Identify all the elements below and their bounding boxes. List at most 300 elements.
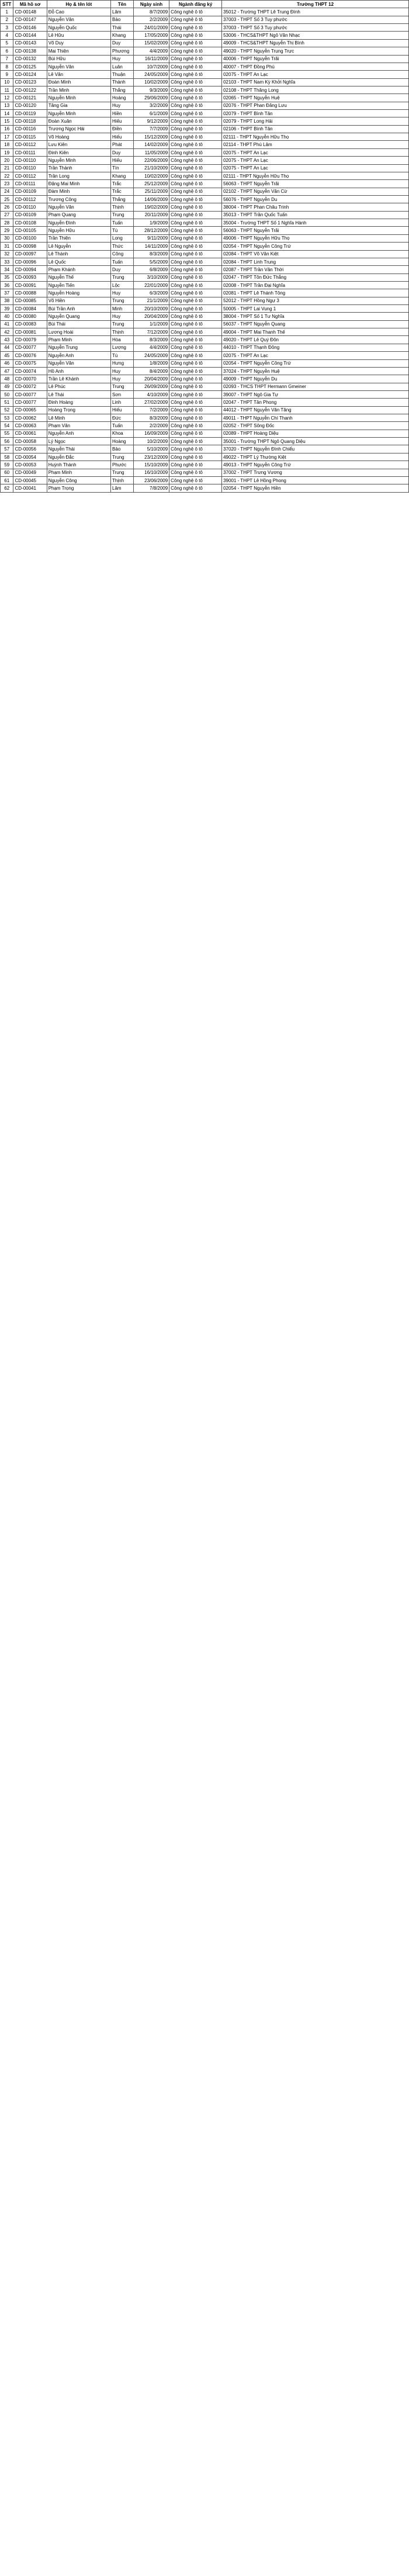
cell-surname: Nguyễn Thái	[47, 445, 110, 453]
cell-high-school: 02075 - THPT An Lạc	[222, 157, 409, 164]
cell-surname: Lê Hữu	[47, 32, 110, 39]
cell-high-school: 02008 - THPT Trần Đại Nghĩa	[222, 281, 409, 289]
cell-surname: Đàm Minh	[47, 188, 110, 195]
cell-surname: Bùi Hữu	[47, 55, 110, 63]
cell-major: Công nghệ ô tô	[169, 24, 222, 32]
cell-birth-date: 7/8/2009	[133, 484, 169, 492]
cell-surname: Nguyễn Quốc	[47, 24, 110, 32]
cell-application-code: CD-00123	[13, 78, 47, 86]
cell-major: Công nghệ ô tô	[169, 359, 222, 367]
cell-major: Công nghệ ô tô	[169, 445, 222, 453]
cell-application-code: CD-00143	[13, 39, 47, 47]
cell-high-school: 37003 - THPT Số 3 Tuy phước	[222, 16, 409, 23]
cell-major: Công nghệ ô tô	[169, 344, 222, 351]
cell-given-name: Luân	[111, 63, 134, 70]
cell-given-name: Huy	[111, 375, 134, 383]
cell-birth-date: 10/2/2009	[133, 438, 169, 445]
table-row	[1, 180, 409, 188]
cell-given-name: Trung	[111, 383, 134, 390]
table-row	[1, 234, 409, 242]
cell-stt: 23	[1, 180, 13, 188]
cell-stt: 31	[1, 243, 13, 250]
cell-surname: Đoàn Minh	[47, 78, 110, 86]
cell-stt: 22	[1, 172, 13, 179]
cell-stt: 42	[1, 328, 13, 336]
cell-surname: Huỳnh Thành	[47, 461, 110, 469]
cell-application-code: CD-00105	[13, 227, 47, 234]
cell-high-school: 37020 - THPT Nguyễn Đình Chiểu	[222, 445, 409, 453]
cell-birth-date: 25/11/2009	[133, 188, 169, 195]
cell-birth-date: 21/1/2009	[133, 297, 169, 304]
cell-major: Công nghệ ô tô	[169, 110, 222, 117]
cell-application-code: CD-00120	[13, 102, 47, 109]
cell-high-school: 49006 - THPT Nguyễn Hữu Thọ	[222, 234, 409, 242]
cell-given-name: Huy	[111, 367, 134, 375]
cell-given-name: Lâm	[111, 484, 134, 492]
cell-major: Công nghệ ô tô	[169, 141, 222, 148]
cell-birth-date: 29/06/2009	[133, 94, 169, 102]
cell-stt: 50	[1, 390, 13, 398]
cell-surname: Nguyễn Quang	[47, 313, 110, 320]
cell-given-name: Phương	[111, 47, 134, 55]
table-row	[1, 32, 409, 39]
table-row	[1, 406, 409, 414]
cell-birth-date: 15/10/2009	[133, 461, 169, 469]
cell-given-name: Thịnh	[111, 476, 134, 484]
cell-birth-date: 26/09/2009	[133, 383, 169, 390]
cell-application-code: CD-00109	[13, 188, 47, 195]
cell-stt: 47	[1, 367, 13, 375]
table-row	[1, 55, 409, 63]
cell-given-name: Hiếu	[111, 406, 134, 414]
cell-given-name: Khoa	[111, 430, 134, 437]
cell-surname: Lê Văn	[47, 71, 110, 78]
cell-major: Công nghệ ô tô	[169, 422, 222, 430]
cell-major: Công nghệ ô tô	[169, 86, 222, 94]
table-row	[1, 24, 409, 32]
cell-birth-date: 23/06/2009	[133, 476, 169, 484]
cell-birth-date: 24/01/2009	[133, 24, 169, 32]
cell-surname: Nguyễn Minh	[47, 157, 110, 164]
cell-application-code: CD-00115	[13, 133, 47, 141]
cell-high-school: 02047 - THPT Tôn Đức Thắng	[222, 273, 409, 281]
cell-stt: 21	[1, 164, 13, 172]
cell-application-code: CD-00054	[13, 453, 47, 461]
cell-surname: Đỗ Cao	[47, 8, 110, 16]
cell-major: Công nghệ ô tô	[169, 250, 222, 258]
cell-application-code: CD-00147	[13, 16, 47, 23]
cell-application-code: CD-00097	[13, 250, 47, 258]
cell-birth-date: 1/9/2009	[133, 219, 169, 227]
cell-surname: Lương Hoài	[47, 328, 110, 336]
cell-given-name: Lượng	[111, 344, 134, 351]
cell-major: Công nghệ ô tô	[169, 476, 222, 484]
cell-high-school: 02079 - THPT Bình Tân	[222, 110, 409, 117]
cell-major: Công nghệ ô tô	[169, 180, 222, 188]
cell-surname: Phạm Minh	[47, 469, 110, 476]
cell-surname: Lê Thành	[47, 250, 110, 258]
cell-birth-date: 4/10/2009	[133, 390, 169, 398]
cell-given-name: Thuận	[111, 71, 134, 78]
cell-major: Công nghệ ô tô	[169, 203, 222, 211]
cell-given-name: Hòa	[111, 336, 134, 344]
cell-application-code: CD-00110	[13, 164, 47, 172]
table-row	[1, 203, 409, 211]
cell-birth-date: 15/02/2009	[133, 39, 169, 47]
cell-birth-date: 4/4/2009	[133, 344, 169, 351]
table-row	[1, 399, 409, 406]
cell-major: Công nghệ ô tô	[169, 71, 222, 78]
cell-application-code: CD-00061	[13, 430, 47, 437]
cell-birth-date: 20/04/2009	[133, 375, 169, 383]
cell-stt: 46	[1, 359, 13, 367]
cell-application-code: CD-00058	[13, 438, 47, 445]
cell-stt: 4	[1, 32, 13, 39]
cell-birth-date: 15/12/2009	[133, 133, 169, 141]
cell-given-name: Thức	[111, 243, 134, 250]
cell-high-school: 35012 - Trường THPT Lê Trung Đình	[222, 8, 409, 16]
cell-surname: Võ Hiền	[47, 297, 110, 304]
cell-high-school: 49020 - THPT Lê Quý Đôn	[222, 336, 409, 344]
cell-high-school: 39007 - THPT Ngô Gia Tự	[222, 390, 409, 398]
cell-given-name: Khang	[111, 32, 134, 39]
table-row	[1, 94, 409, 102]
cell-given-name: Lộc	[111, 281, 134, 289]
cell-application-code: CD-00045	[13, 476, 47, 484]
cell-given-name: Khang	[111, 172, 134, 179]
cell-given-name: Huy	[111, 289, 134, 297]
cell-application-code: CD-00111	[13, 148, 47, 156]
cell-stt: 19	[1, 148, 13, 156]
cell-stt: 49	[1, 383, 13, 390]
cell-birth-date: 5/5/2009	[133, 258, 169, 265]
cell-surname: Mai Thiện	[47, 47, 110, 55]
cell-given-name: Huy	[111, 313, 134, 320]
cell-high-school: 02075 - THPT An Lạc	[222, 148, 409, 156]
cell-birth-date: 8/3/2009	[133, 250, 169, 258]
cell-surname: Lê Quốc	[47, 258, 110, 265]
cell-birth-date: 5/10/2009	[133, 445, 169, 453]
cell-birth-date: 1/1/2009	[133, 320, 169, 328]
cell-application-code: CD-00098	[13, 243, 47, 250]
table-row	[1, 227, 409, 234]
table-row	[1, 375, 409, 383]
cell-major: Công nghệ ô tô	[169, 305, 222, 313]
table-row	[1, 148, 409, 156]
cell-high-school: 56063 - THPT Nguyễn Trãi	[222, 227, 409, 234]
cell-application-code: CD-00080	[13, 313, 47, 320]
cell-high-school: 02054 - THPT Nguyễn Công Trứ	[222, 243, 409, 250]
cell-high-school: 49004 - THPT Mai Thanh Thế	[222, 328, 409, 336]
cell-surname: Nguyễn Anh	[47, 352, 110, 359]
cell-birth-date: 19/02/2009	[133, 203, 169, 211]
cell-given-name: Hiếu	[111, 117, 134, 125]
cell-given-name: Duy	[111, 266, 134, 273]
cell-major: Công nghệ ô tô	[169, 484, 222, 492]
cell-given-name: Tuấn	[111, 258, 134, 265]
cell-stt: 33	[1, 258, 13, 265]
table-row	[1, 273, 409, 281]
cell-given-name: Hiếu	[111, 157, 134, 164]
cell-stt: 13	[1, 102, 13, 109]
cell-surname: Hồ Anh	[47, 367, 110, 375]
cell-birth-date: 3/2/2009	[133, 102, 169, 109]
table-row	[1, 258, 409, 265]
cell-application-code: CD-00065	[13, 406, 47, 414]
cell-surname: Lưu Kiên	[47, 141, 110, 148]
cell-surname: Nguyễn Hữu	[47, 227, 110, 234]
cell-major: Công nghệ ô tô	[169, 453, 222, 461]
cell-surname: Đinh Hoàng	[47, 399, 110, 406]
cell-high-school: 02054 - THPT Nguyễn Công Trứ	[222, 359, 409, 367]
cell-birth-date: 17/05/2009	[133, 32, 169, 39]
cell-application-code: CD-00108	[13, 219, 47, 227]
table-row	[1, 414, 409, 422]
table-row	[1, 305, 409, 313]
cell-stt: 56	[1, 438, 13, 445]
cell-given-name: Hoàng	[111, 438, 134, 445]
cell-application-code: CD-00053	[13, 461, 47, 469]
cell-high-school: 02084 - THPT Võ Văn Kiệt	[222, 250, 409, 258]
cell-application-code: CD-00075	[13, 359, 47, 367]
cell-application-code: CD-00077	[13, 399, 47, 406]
cell-birth-date: 9/12/2009	[133, 117, 169, 125]
cell-surname: Đinh Kiên	[47, 148, 110, 156]
cell-surname: Trần Thiện	[47, 234, 110, 242]
cell-given-name: Thịnh	[111, 328, 134, 336]
cell-birth-date: 20/11/2009	[133, 211, 169, 219]
cell-stt: 11	[1, 86, 13, 94]
cell-given-name: Phước	[111, 461, 134, 469]
cell-high-school: 49011 - THPT Nguyễn Chí Thanh	[222, 414, 409, 422]
cell-application-code: CD-00079	[13, 336, 47, 344]
cell-birth-date: 22/06/2009	[133, 157, 169, 164]
cell-application-code: CD-00148	[13, 8, 47, 16]
cell-given-name: Trung	[111, 469, 134, 476]
cell-major: Công nghệ ô tô	[169, 148, 222, 156]
cell-birth-date: 8/7/2009	[133, 8, 169, 16]
table-row	[1, 172, 409, 179]
table-row	[1, 141, 409, 148]
cell-birth-date: 23/12/2009	[133, 453, 169, 461]
cell-high-school: 40007 - THPT Đồng Phú	[222, 63, 409, 70]
table-row	[1, 476, 409, 484]
table-body	[1, 8, 409, 492]
cell-application-code: CD-00110	[13, 203, 47, 211]
cell-stt: 43	[1, 336, 13, 344]
cell-high-school: 02103 - THPT Nam Kỳ Khởi Nghĩa	[222, 78, 409, 86]
cell-surname: Nguyễn Văn	[47, 203, 110, 211]
cell-major: Công nghệ ô tô	[169, 273, 222, 281]
table-row	[1, 383, 409, 390]
cell-birth-date: 20/04/2009	[133, 313, 169, 320]
cell-given-name: Bảo	[111, 16, 134, 23]
cell-given-name: Trắc	[111, 180, 134, 188]
cell-application-code: CD-00070	[13, 375, 47, 383]
table-row	[1, 461, 409, 469]
cell-birth-date: 8/3/2009	[133, 414, 169, 422]
cell-high-school: 56063 - THPT Nguyễn Trãi	[222, 180, 409, 188]
cell-major: Công nghệ ô tô	[169, 281, 222, 289]
cell-major: Công nghệ ô tô	[169, 188, 222, 195]
cell-high-school: 02065 - THPT Nguyễn Huệ	[222, 94, 409, 102]
cell-stt: 48	[1, 375, 13, 383]
cell-stt: 61	[1, 476, 13, 484]
cell-given-name: Hưng	[111, 359, 134, 367]
cell-application-code: CD-00074	[13, 367, 47, 375]
cell-major: Công nghệ ô tô	[169, 367, 222, 375]
cell-application-code: CD-00062	[13, 414, 47, 422]
cell-birth-date: 22/01/2009	[133, 281, 169, 289]
cell-surname: Lý Ngọc	[47, 438, 110, 445]
table-row	[1, 157, 409, 164]
cell-application-code: CD-00049	[13, 469, 47, 476]
cell-high-school: 02087 - THPT Trần Văn Thời	[222, 266, 409, 273]
cell-high-school: 02081 - THPT Lê Thánh Tông	[222, 289, 409, 297]
cell-high-school: 02052 - THPT Sông Đốc	[222, 422, 409, 430]
cell-birth-date: 24/05/2009	[133, 71, 169, 78]
cell-application-code: CD-00110	[13, 157, 47, 164]
cell-surname: Nguyễn Văn	[47, 63, 110, 70]
cell-given-name: Tín	[111, 164, 134, 172]
cell-stt: 8	[1, 63, 13, 70]
cell-given-name: Duy	[111, 148, 134, 156]
cell-high-school: 02054 - THPT Nguyễn Hiền	[222, 484, 409, 492]
cell-major: Công nghệ ô tô	[169, 211, 222, 219]
table-row	[1, 484, 409, 492]
cell-birth-date: 4/4/2009	[133, 47, 169, 55]
table-row	[1, 110, 409, 117]
cell-given-name: Linh	[111, 399, 134, 406]
table-row	[1, 289, 409, 297]
table-row	[1, 336, 409, 344]
cell-high-school: 52012 - THPT Hồng Ngự 3	[222, 297, 409, 304]
cell-given-name: Hiếu	[111, 133, 134, 141]
table-row	[1, 78, 409, 86]
cell-stt: 35	[1, 273, 13, 281]
cell-birth-date: 7/12/2009	[133, 328, 169, 336]
cell-surname: Nguyễn Đình	[47, 219, 110, 227]
cell-high-school: 02075 - THPT An Lạc	[222, 164, 409, 172]
cell-given-name: Điền	[111, 125, 134, 133]
header-given-name: Tên	[111, 1, 134, 8]
cell-surname: Bùi Trần Anh	[47, 305, 110, 313]
cell-given-name: Long	[111, 234, 134, 242]
cell-birth-date: 6/1/2009	[133, 110, 169, 117]
table-row	[1, 297, 409, 304]
table-row	[1, 367, 409, 375]
table-row	[1, 195, 409, 203]
cell-birth-date: 10/02/2009	[133, 78, 169, 86]
cell-birth-date: 25/12/2009	[133, 180, 169, 188]
cell-major: Công nghệ ô tô	[169, 219, 222, 227]
cell-high-school: 35001 - Trường THPT Ngô Quang Diệu	[222, 438, 409, 445]
cell-surname: Nguyễn Thế	[47, 273, 110, 281]
cell-stt: 53	[1, 414, 13, 422]
cell-given-name: Thành	[111, 78, 134, 86]
cell-major: Công nghệ ô tô	[169, 47, 222, 55]
cell-surname: Nguyễn Anh	[47, 430, 110, 437]
cell-given-name: Duy	[111, 39, 134, 47]
cell-application-code: CD-00122	[13, 86, 47, 94]
registration-table	[0, 0, 409, 493]
cell-stt: 34	[1, 266, 13, 273]
cell-birth-date: 6/8/2009	[133, 266, 169, 273]
cell-major: Công nghệ ô tô	[169, 157, 222, 164]
cell-birth-date: 16/09/2009	[133, 430, 169, 437]
table-row	[1, 352, 409, 359]
cell-major: Công nghệ ô tô	[169, 133, 222, 141]
table-row	[1, 344, 409, 351]
cell-application-code: CD-00132	[13, 55, 47, 63]
cell-high-school: 56076 - THPT Nguyễn Du	[222, 195, 409, 203]
table-row	[1, 188, 409, 195]
cell-birth-date: 8/3/2009	[133, 336, 169, 344]
cell-application-code: CD-00144	[13, 32, 47, 39]
cell-stt: 28	[1, 219, 13, 227]
cell-high-school: 38004 - THPT Phan Châu Trinh	[222, 203, 409, 211]
cell-stt: 30	[1, 234, 13, 242]
cell-surname: Bùi Thái	[47, 320, 110, 328]
cell-major: Công nghệ ô tô	[169, 16, 222, 23]
cell-high-school: 56037 - THPT Nguyễn Quang	[222, 320, 409, 328]
cell-surname: Võ Duy	[47, 39, 110, 47]
cell-birth-date: 9/3/2009	[133, 86, 169, 94]
cell-stt: 57	[1, 445, 13, 453]
table-row	[1, 133, 409, 141]
cell-birth-date: 27/02/2009	[133, 399, 169, 406]
cell-major: Công nghệ ô tô	[169, 414, 222, 422]
cell-surname: Nguyễn Hoàng	[47, 289, 110, 297]
cell-surname: Phạm Văn	[47, 422, 110, 430]
cell-surname: Lê Thái	[47, 390, 110, 398]
cell-application-code: CD-00124	[13, 71, 47, 78]
cell-major: Công nghệ ô tô	[169, 63, 222, 70]
cell-major: Công nghệ ô tô	[169, 94, 222, 102]
cell-application-code: CD-00077	[13, 344, 47, 351]
cell-stt: 12	[1, 94, 13, 102]
cell-stt: 27	[1, 211, 13, 219]
cell-birth-date: 20/10/2009	[133, 305, 169, 313]
cell-high-school: 02089 - THPT Hoàng Diệu	[222, 430, 409, 437]
cell-application-code: CD-00096	[13, 258, 47, 265]
cell-high-school: 37002 - THPT Trưng Vương	[222, 469, 409, 476]
cell-stt: 55	[1, 430, 13, 437]
cell-stt: 37	[1, 289, 13, 297]
cell-birth-date: 8/4/2009	[133, 367, 169, 375]
cell-surname: Phạm Trọng	[47, 484, 110, 492]
cell-stt: 51	[1, 399, 13, 406]
cell-stt: 16	[1, 125, 13, 133]
cell-high-school: 37003 - THPT Số 3 Tuy phước	[222, 24, 409, 32]
table-row	[1, 313, 409, 320]
cell-stt: 45	[1, 352, 13, 359]
cell-stt: 10	[1, 78, 13, 86]
cell-high-school: 49009 - THPT Nguyễn Du	[222, 375, 409, 383]
cell-application-code: CD-00146	[13, 24, 47, 32]
header-surname: Họ & tên lót	[47, 1, 110, 8]
cell-surname: Nguyễn Minh	[47, 110, 110, 117]
cell-high-school: 02076 - THPT Phan Đăng Lưu	[222, 102, 409, 109]
cell-stt: 52	[1, 406, 13, 414]
cell-birth-date: 21/10/2009	[133, 164, 169, 172]
cell-given-name: Công	[111, 250, 134, 258]
cell-stt: 2	[1, 16, 13, 23]
cell-surname: Nguyễn Minh	[47, 94, 110, 102]
cell-birth-date: 14/02/2009	[133, 141, 169, 148]
cell-application-code: CD-00111	[13, 180, 47, 188]
cell-high-school: 02108 - THPT Thăng Long	[222, 86, 409, 94]
